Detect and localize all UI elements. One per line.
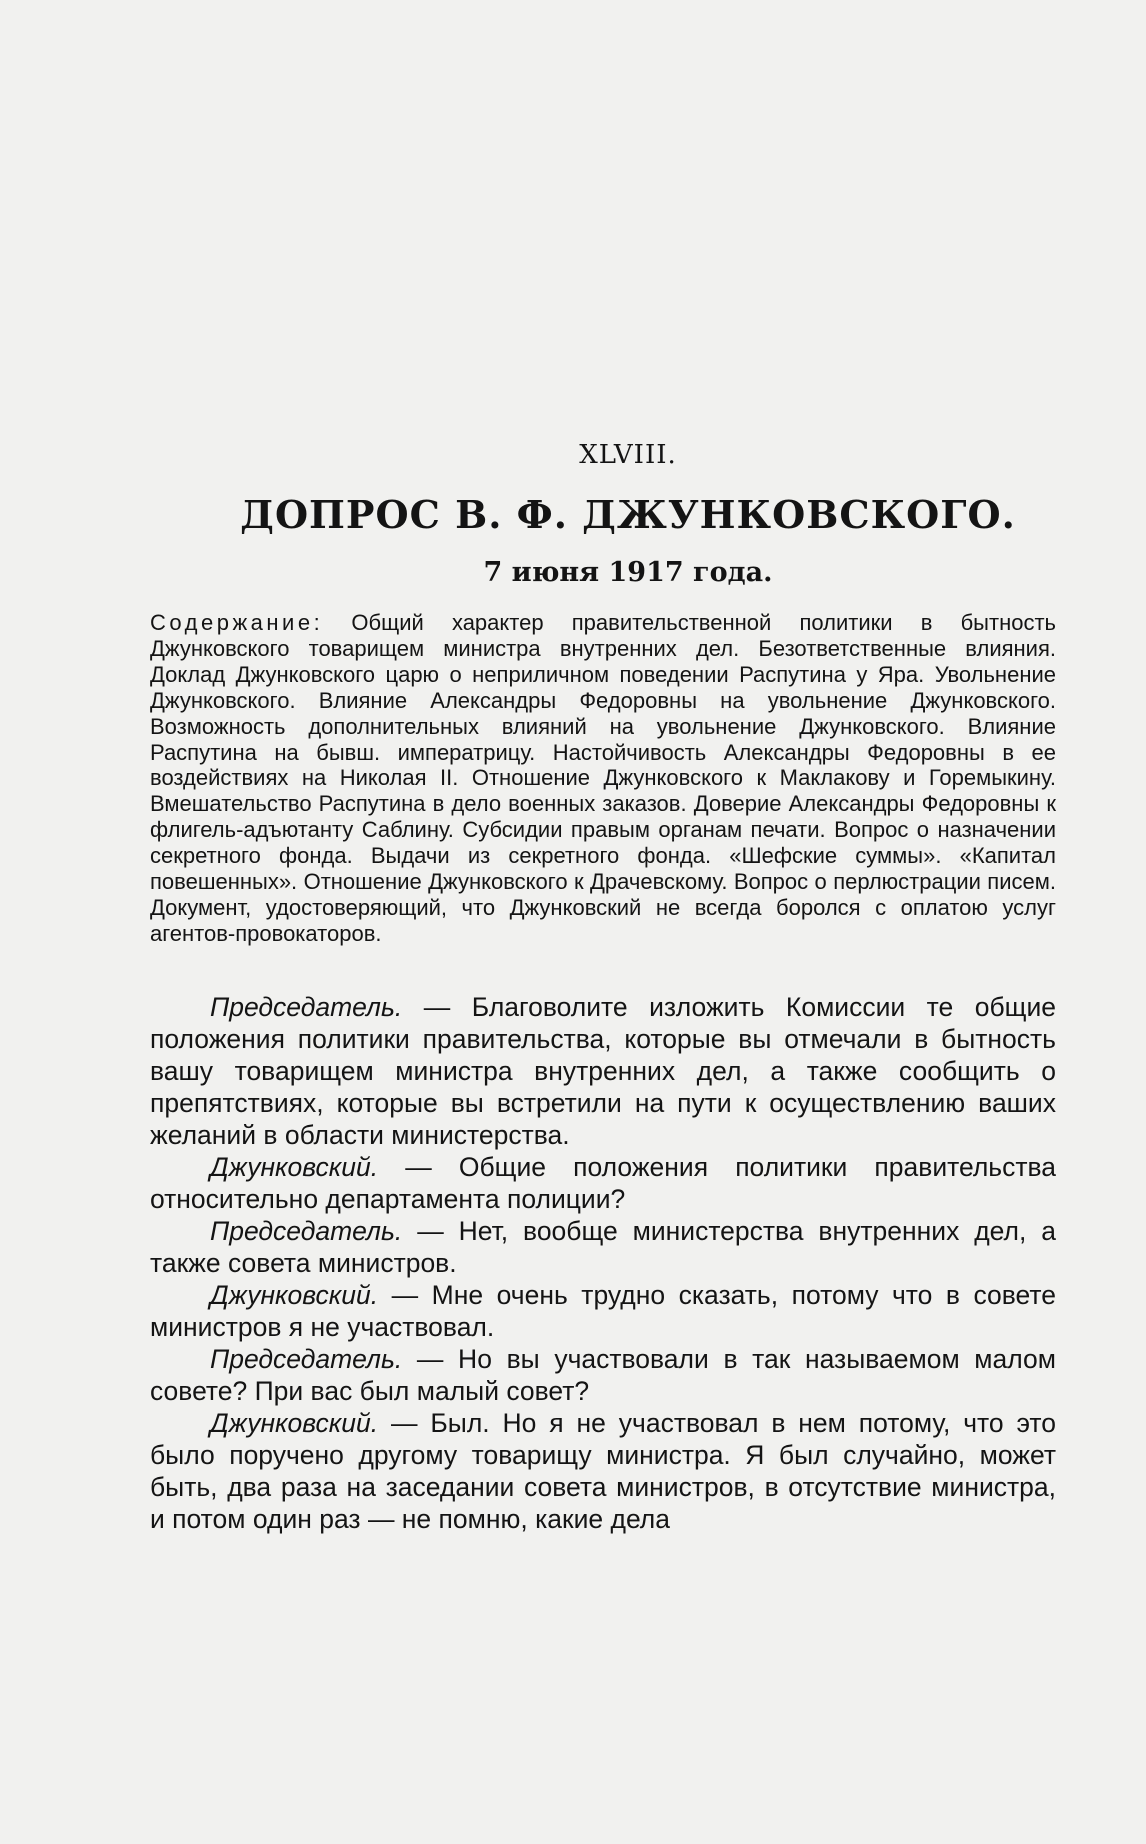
- dialogue: [150, 991, 1056, 1535]
- dialogue-paragraph: [150, 1215, 1056, 1279]
- speech-text: — Но вы участвовали в так называемом малом совете? При вас был малый совет?: [150, 1343, 1056, 1406]
- speaker-name: Председатель.: [210, 991, 403, 1022]
- summary-label: Содержание:: [150, 610, 324, 635]
- speaker-name: Джунковский.: [210, 1407, 379, 1438]
- chapter-title: ДОПРОС В. Ф. ДЖУНКОВСКОГО.: [240, 492, 1016, 537]
- speaker-name: Председатель.: [210, 1215, 403, 1246]
- dialogue-paragraph: [150, 1407, 1056, 1535]
- chapter-number: XLVIII.: [579, 440, 677, 470]
- contents-summary: [150, 610, 1056, 947]
- dialogue-paragraph: [150, 991, 1056, 1151]
- speaker-name: Джунковский.: [210, 1151, 379, 1182]
- summary-text: Общий характер правительственной политики в бытность Джунковского товарищем министра внутренних дел. Безответственные влияния. Доклад Джунковского царю о неприличном поведении Распутина у Яра. Увольнение Джунковского. Влияние Александры Федоровны на увольнение Джунковского. Возможность дополнительных влияний на увольнение Джунковского. Влияние Распутина на бывш. императрицу. Настойчивость Александры Федоровны в ее воздействиях на Николая II. Отношение Джунковского к Маклакову и Горемыкину. Вмешательство Распутина в дело военных заказов. Доверие Александры Федоровны к флигель-адъютанту Саблину. Субсидии правым органам печати. Вопрос о назначении секретного фонда. Выдачи из секретного фонда. «Шефские суммы». «Капитал повешенных». Отношение Джунковского к Драчевскому. Вопрос о перлюстрации писем. Документ, удостоверяющий, что Джунковский не всегда боролся с оплатою услуг агентов-провокаторов.: [150, 610, 1056, 946]
- dialogue-paragraph: [150, 1343, 1056, 1407]
- dialogue-paragraph: [150, 1151, 1056, 1215]
- speech-text: — Благоволите изложить Комиссии те общие положения политики правительства, которые вы отмечали в бытность вашу товарищем министра внутренних дел, а также сообщить о препятствиях, которые вы встретили на пути к осуществлению ваших желаний в области министерства.: [150, 991, 1056, 1150]
- speaker-name: Председатель.: [210, 1343, 403, 1374]
- dialogue-paragraph: [150, 1279, 1056, 1343]
- speaker-name: Джунковский.: [210, 1279, 379, 1310]
- speech-text: — Общие положения политики правительства относительно департамента полиции?: [150, 1151, 1056, 1214]
- speech-text: — Нет, вообще министерства внутренних дел, а также совета министров.: [150, 1215, 1056, 1278]
- interrogation-date: 7 июня 1917 года.: [483, 557, 773, 588]
- book-page: [150, 440, 1056, 1535]
- speech-text: — Был. Но я не участвовал в нем потому, что это было поручено другому товарищу министра. Я был случайно, может быть, два раза на заседании совета министров, в отсутствие министра, и потом один раз — не помню, какие дела: [150, 1407, 1056, 1534]
- speech-text: — Мне очень трудно сказать, потому что в совете министров я не участвовал.: [150, 1279, 1056, 1342]
